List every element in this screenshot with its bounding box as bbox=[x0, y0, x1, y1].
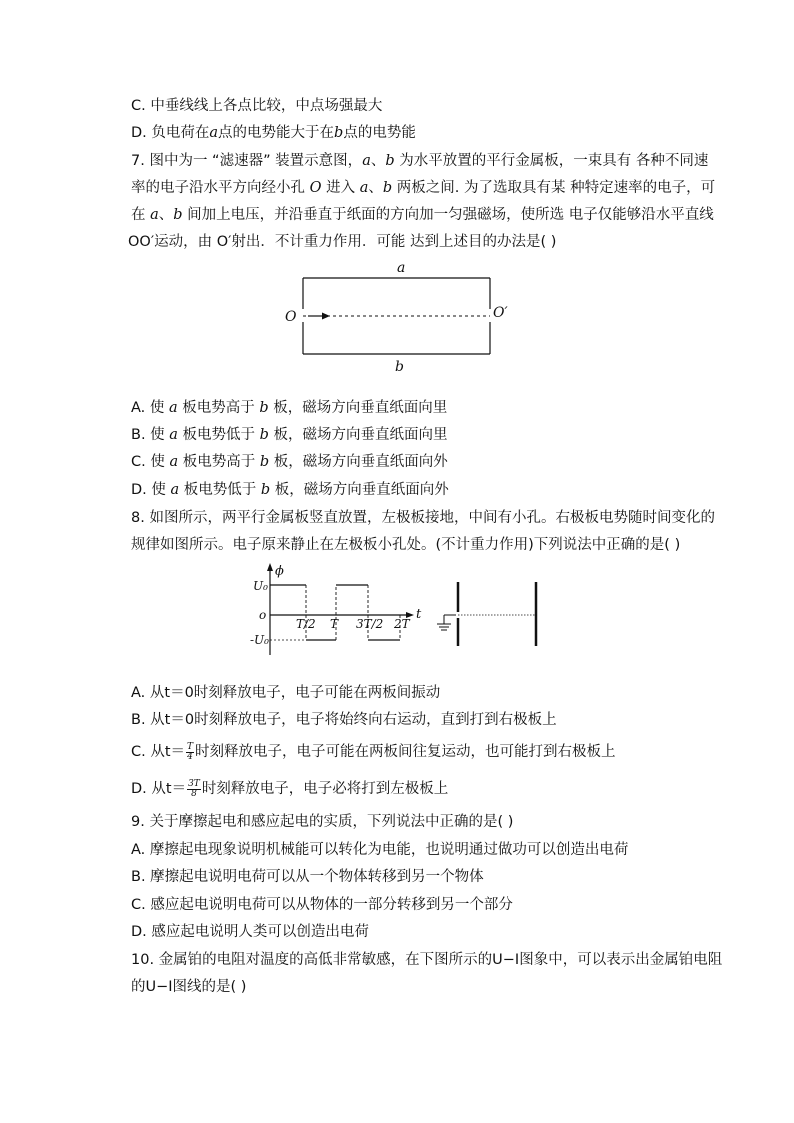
q9-option-d: D. 感应起电说明人类可以创造出电荷 bbox=[131, 924, 369, 940]
q8-option-c: C. 从t＝ $\frac{T}{4}$ 时刻释放电子，电子可能在两板间往复运动，也可能打到右极板上 bbox=[131, 741, 616, 762]
y-axis-arrow bbox=[267, 563, 273, 571]
tick-three-half-t: 3T/2 bbox=[356, 617, 384, 631]
q7-stem-line-1: 7. 图中为一 “滤速器” 装置示意图，a、b 为水平放置的平行金属板，一束具有 各种不同速 bbox=[131, 153, 709, 169]
origin-label: o bbox=[259, 608, 267, 622]
beam-arrow-head bbox=[322, 313, 330, 320]
q7-option-c: C. 使 a 板电势高于 b 板，磁场方向垂直纸面向外 bbox=[131, 454, 448, 470]
fraction-t-over-4: $\frac{T}{4}$ bbox=[187, 741, 194, 762]
q8-option-d: D. 从t＝ $\frac{3T}{8}$ 时刻释放电子，电子必将打到左极板上 bbox=[131, 778, 449, 799]
q8-stem-line-2: 规律如图所示。电子原来静止在左极板小孔处。(不计重力作用)下列说法中正确的是( ) bbox=[131, 537, 681, 553]
neg-u0-label: -U₀ bbox=[250, 633, 269, 647]
q9-option-b: B. 摩擦起电说明电荷可以从一个物体转移到另一个物体 bbox=[131, 869, 484, 885]
plate-b-label: b bbox=[395, 359, 404, 375]
q8-option-b: B. 从t＝0时刻释放电子，电子将始终向右运动，直到打到右极板上 bbox=[131, 712, 557, 728]
q9-stem: 9. 关于摩擦起电和感应起电的实质，下列说法中正确的是( ) bbox=[131, 814, 514, 830]
point-o-label: O bbox=[285, 309, 297, 325]
q7-stem-line-3: 在 a、b 间加上电压，并沿垂直于纸面的方向加一匀强磁场，使所选 电子仅能够沿水平直线 bbox=[131, 207, 714, 223]
tick-t: T bbox=[330, 617, 339, 631]
potential-time-graph bbox=[248, 560, 548, 660]
u0-label: U₀ bbox=[253, 579, 268, 593]
q10-stem-line-1: 10. 金属铂的电阻对温度的高低非常敏感，在下图所示的U−I图象中，可以表示出金属铂电阻 bbox=[131, 952, 723, 968]
tick-half-t: T/2 bbox=[296, 617, 316, 631]
q7-stem-line-4: OO′运动，由 O′射出．不计重力作用．可能 达到上述目的办法是( ) bbox=[128, 234, 557, 250]
plate-a-label: a bbox=[397, 260, 406, 276]
fraction-3t-over-8: $\frac{3T}{8}$ bbox=[188, 778, 200, 799]
prev-option-d: D. 负电荷在a点的电势能大于在b点的电势能 bbox=[131, 125, 416, 141]
q9-option-c: C. 感应起电说明电荷可以从物体的一部分转移到另一个部分 bbox=[131, 897, 513, 913]
q7-option-d: D. 使 a 板电势低于 b 板，磁场方向垂直纸面向外 bbox=[131, 482, 449, 498]
q7-stem-line-2: 率的电子沿水平方向经小孔 O 进入 a、b 两板之间. 为了选取具有某 种特定速率的电子，可 bbox=[131, 180, 716, 196]
y-axis-label: ϕ bbox=[275, 564, 284, 579]
q7-option-b: B. 使 a 板电势低于 b 板，磁场方向垂直纸面向里 bbox=[131, 427, 448, 443]
q8-stem-line-1: 8. 如图所示，两平行金属板竖直放置，左极板接地，中间有小孔。右极板电势随时间变化的 bbox=[131, 510, 715, 526]
q9-option-a: A. 摩擦起电现象说明机械能可以转化为电能，也说明通过做功可以创造出电荷 bbox=[131, 842, 629, 858]
tick-2t: 2T bbox=[394, 617, 410, 631]
point-o-prime-label: O′ bbox=[493, 305, 508, 321]
x-axis-label: t bbox=[416, 607, 422, 622]
prev-option-c: C. 中垂线线上各点比较，中点场强最大 bbox=[131, 98, 383, 114]
q8-option-a: A. 从t＝0时刻释放电子，电子可能在两板间振动 bbox=[131, 685, 441, 701]
q7-option-a: A. 使 a 板电势高于 b 板，磁场方向垂直纸面向里 bbox=[131, 400, 448, 416]
velocity-selector-figure bbox=[280, 258, 520, 376]
q10-stem-line-2: 的U−I图线的是( ) bbox=[131, 979, 247, 995]
